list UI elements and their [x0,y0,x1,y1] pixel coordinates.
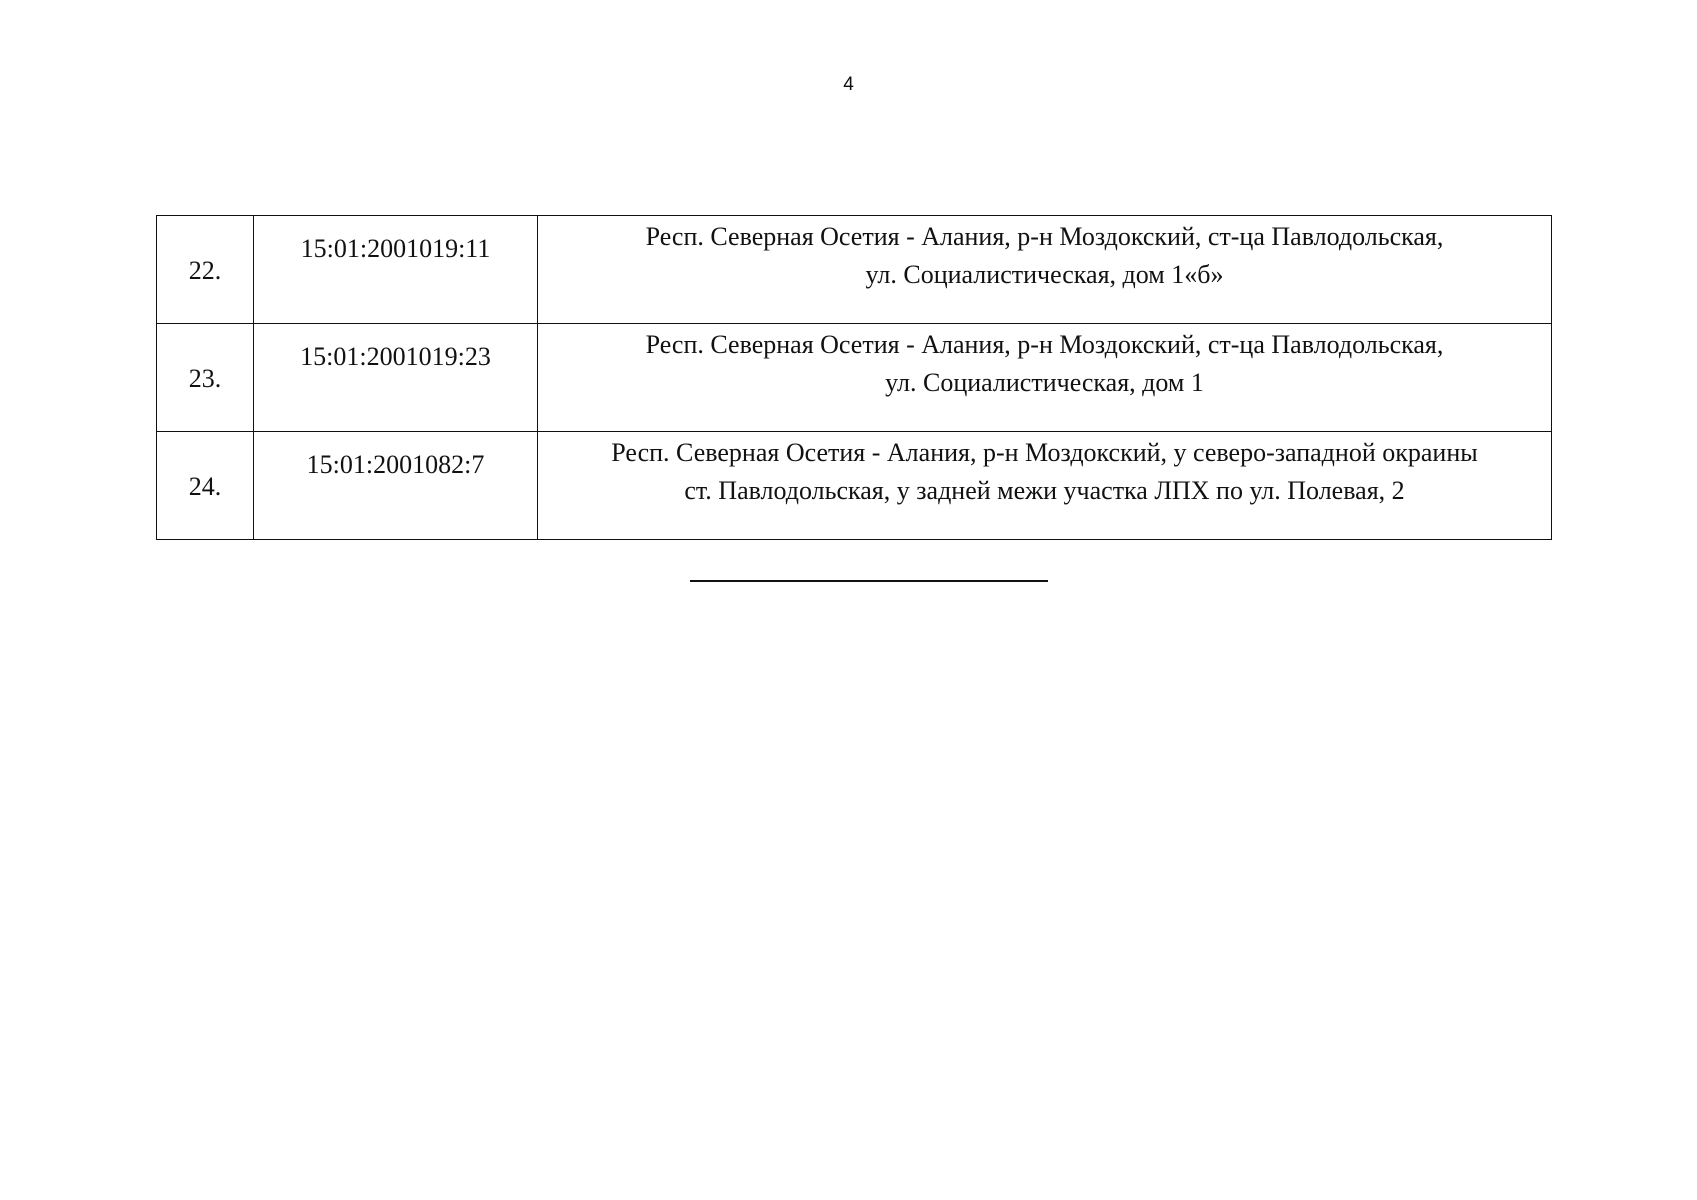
row-number: 22. [157,216,254,324]
end-separator-line [690,580,1048,582]
address-line-2: ул. Социалистическая, дом 1«б» [865,260,1224,289]
address-cell [538,216,1552,324]
address-line-1: Респ. Северная Осетия - Алания, р-н Моздокский, у северо-западной окраины [611,438,1478,467]
address-cell [538,432,1552,540]
row-number: 24. [157,432,254,540]
address-cell [538,324,1552,432]
cadastral-number: 15:01:2001019:11 [254,216,538,324]
address-line-1: Респ. Северная Осетия - Алания, р-н Моздокский, ст-ца Павлодольская, [645,330,1444,359]
cadastral-number: 15:01:2001019:23 [254,324,538,432]
row-number: 23. [157,324,254,432]
page-number: 4 [843,74,854,95]
address-line-2: ст. Павлодольская, у задней межи участка ЛПХ по ул. Полевая, 2 [684,476,1405,505]
table-row [157,432,1552,540]
parcels-table [156,215,1552,540]
table-row [157,216,1552,324]
cadastral-number: 15:01:2001082:7 [254,432,538,540]
table-row [157,324,1552,432]
address-line-2: ул. Социалистическая, дом 1 [885,368,1204,397]
address-line-1: Респ. Северная Осетия - Алания, р-н Моздокский, ст-ца Павлодольская, [645,222,1444,251]
